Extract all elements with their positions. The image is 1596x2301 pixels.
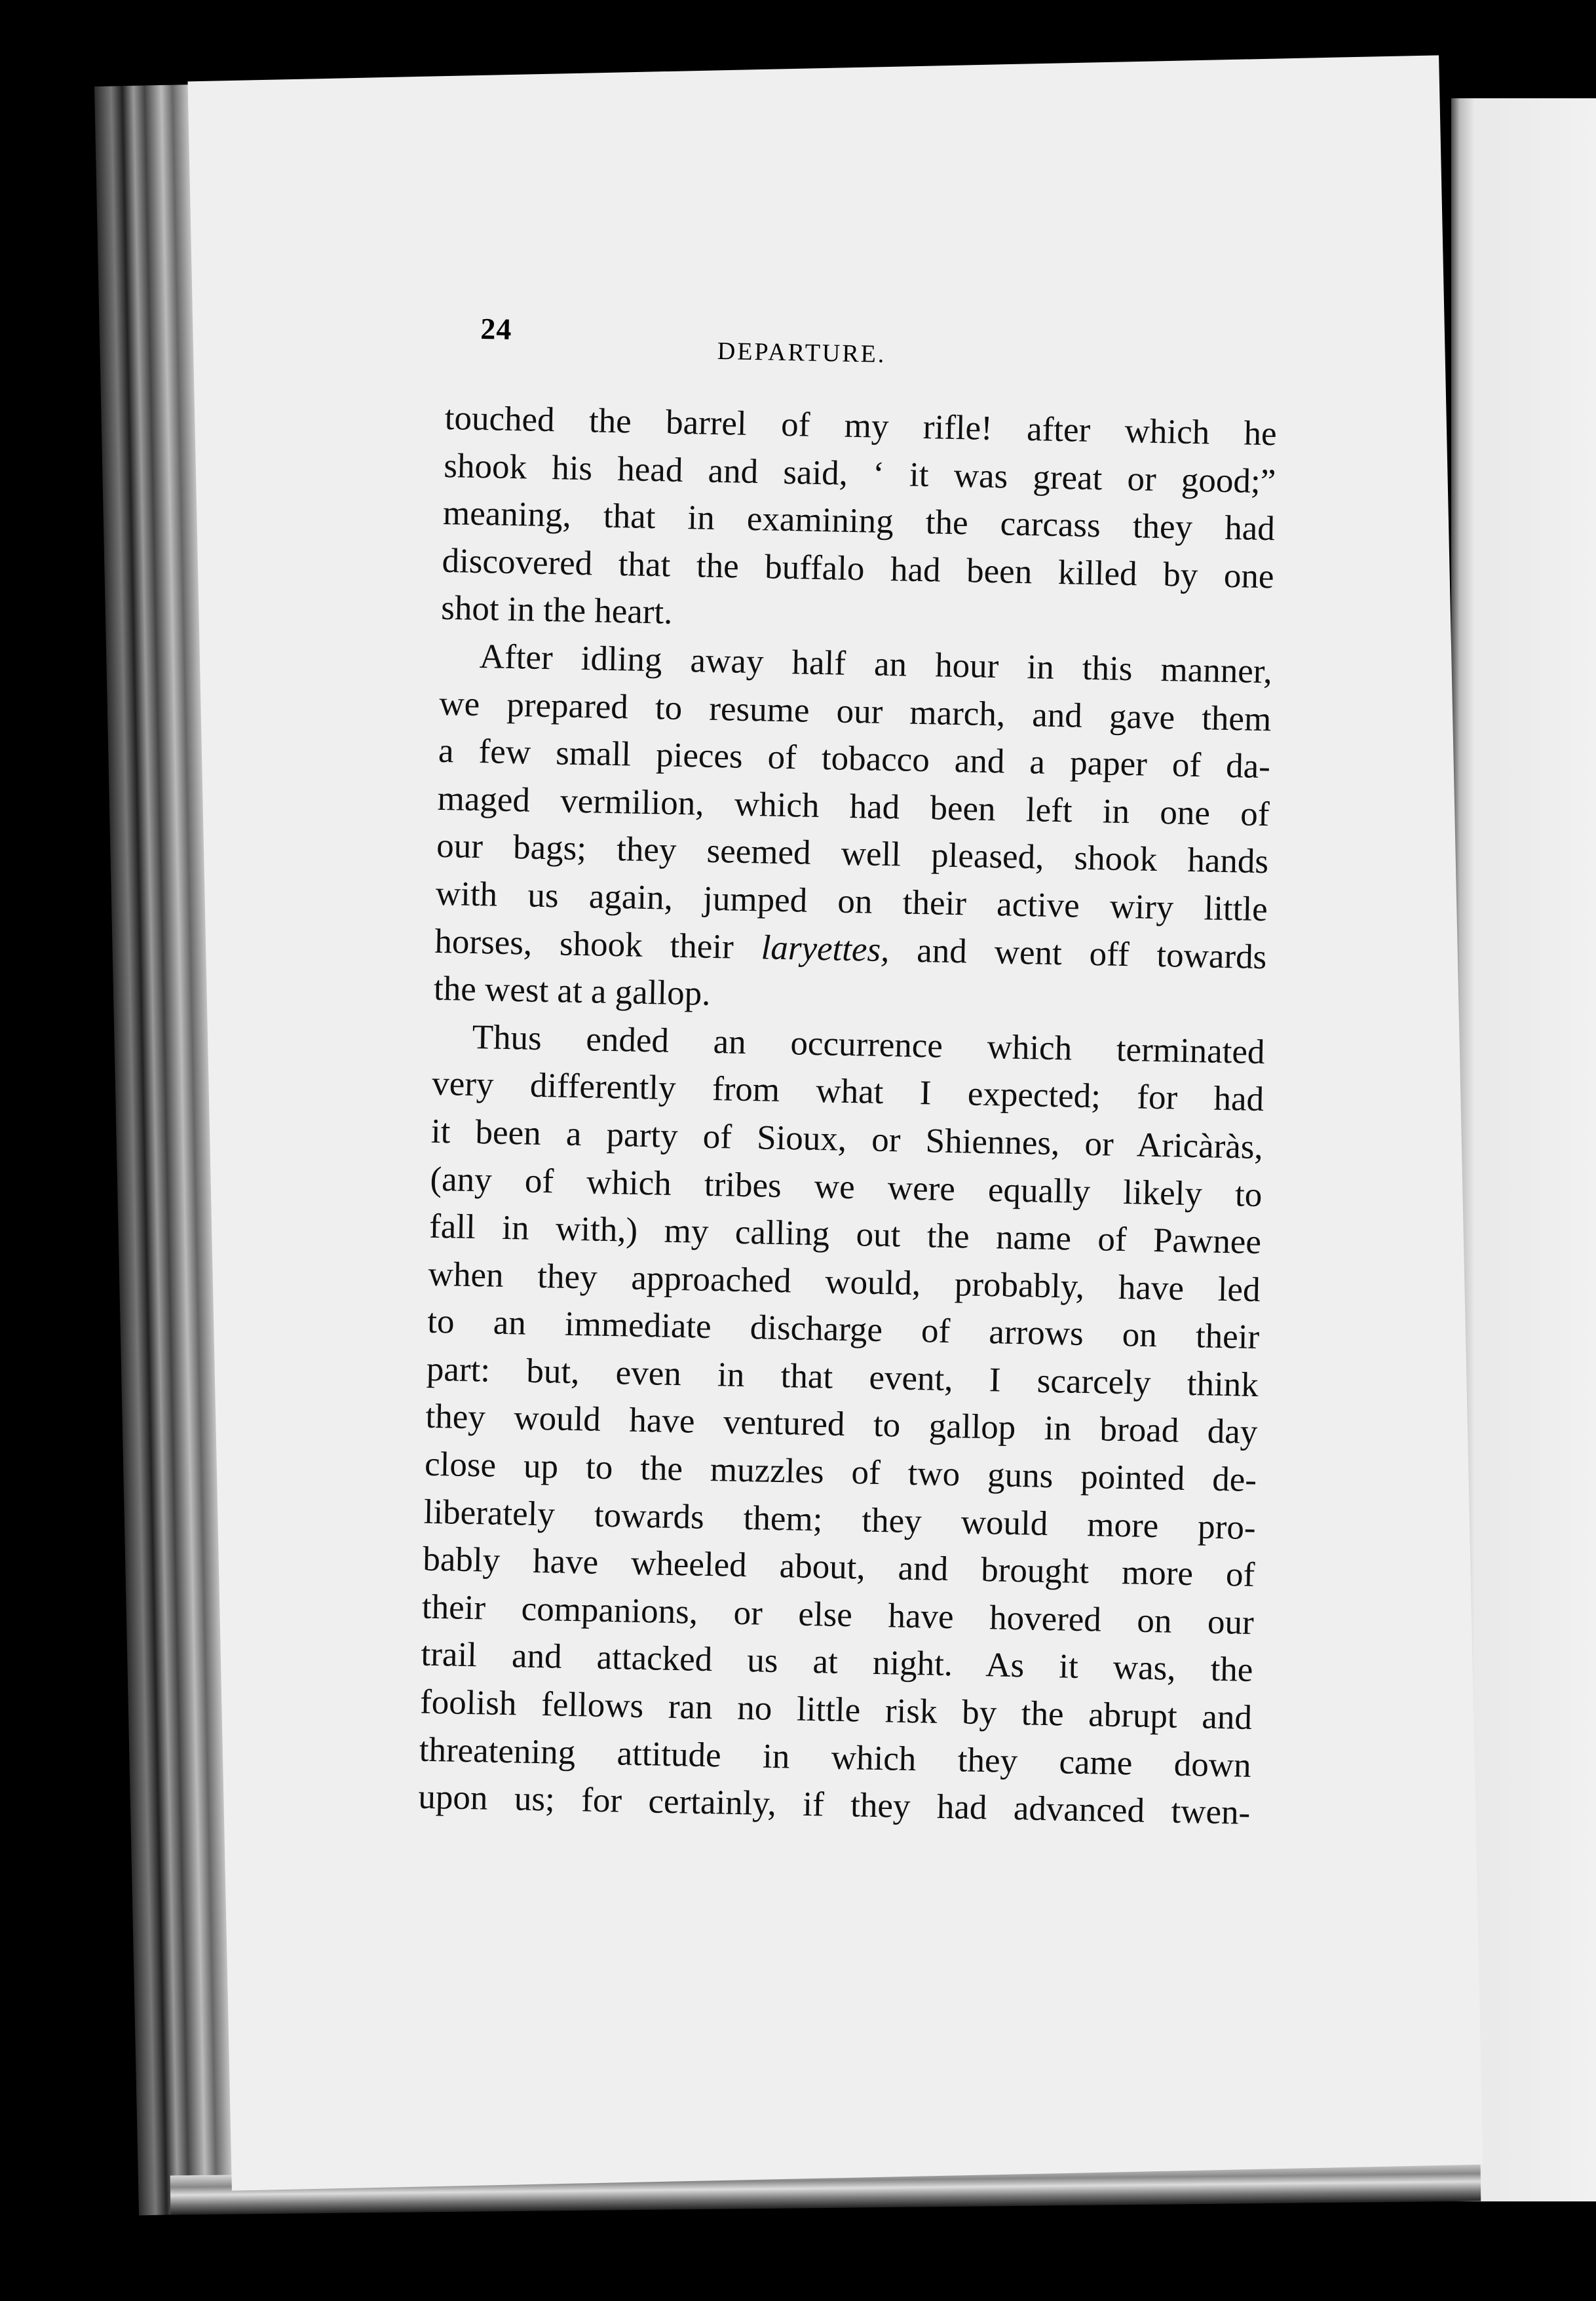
text-line: our bags; they seemed well pleased, shook hands — [436, 827, 1269, 881]
text-line: upon us; for certainly, if they had advanced twen- — [417, 1778, 1251, 1833]
text-line: they would have ventured to gallop in broad day — [425, 1398, 1258, 1452]
text-line: with us again, jumped on their active wiry little — [435, 874, 1268, 929]
text-line: foolish fellows ran no little risk by the abrupt and — [419, 1683, 1253, 1738]
text-line: Thus ended an occurrence which terminated — [472, 1017, 1266, 1071]
text-line: liberately towards them; they would more pro- — [423, 1493, 1257, 1547]
text-line: bably have wheeled about, and brought more of — [422, 1540, 1255, 1595]
text-line: we prepared to resume our march, and gave them — [438, 684, 1272, 738]
text-line: a few small pieces of tobacco and a paper of da- — [438, 732, 1271, 786]
text-line: close up to the muzzles of two guns pointed de- — [424, 1445, 1257, 1500]
running-head: DEPARTURE. — [717, 337, 886, 368]
page-number: 24 — [480, 311, 512, 346]
text-line: (any of which tribes we were equally likely to — [429, 1160, 1263, 1214]
text-line: threatening attitude in which they came down — [419, 1730, 1252, 1785]
body-text — [418, 394, 1278, 1837]
text-line: when they approached would, probably, have led — [428, 1255, 1261, 1309]
text-line: part: but, even in that event, I scarcely think — [426, 1350, 1259, 1404]
italic-word: laryettes, — [761, 928, 890, 969]
text-line: to an immediate discharge of arrows on their — [427, 1303, 1260, 1357]
text-line: very differently from what I expected; for had — [431, 1065, 1264, 1119]
text-line: fall in with,) my calling out the name of Pawnee — [428, 1207, 1262, 1262]
page-header — [446, 311, 1279, 410]
text-line: the west at a gallop. — [433, 969, 712, 1014]
text-line: trail and attacked us at night. As it was, the — [421, 1635, 1253, 1690]
text-line: their companions, or else have hovered on our — [421, 1588, 1255, 1642]
text-line: meaning, that in examining the carcass they had — [442, 494, 1276, 548]
text-segment: and went off towards — [888, 930, 1267, 976]
text-line: maged vermilion, which had been left in one of — [437, 779, 1270, 833]
text-line: it been a party of Sioux, or Shiennes, or Aricàràs, — [430, 1112, 1264, 1167]
text-segment: horses, shook their — [434, 922, 762, 966]
text-line: discovered that the buffalo had been killed by one — [442, 541, 1274, 596]
text-line: shook his head and said, ‘ it was great or good;” — [443, 446, 1276, 501]
text-line: After idling away half an hour in this manner, — [479, 637, 1273, 691]
text-line: touched the barrel of my rifle! after which he — [444, 398, 1278, 453]
page-text — [417, 311, 1279, 1892]
text-line: shot in the heart. — [440, 589, 674, 632]
